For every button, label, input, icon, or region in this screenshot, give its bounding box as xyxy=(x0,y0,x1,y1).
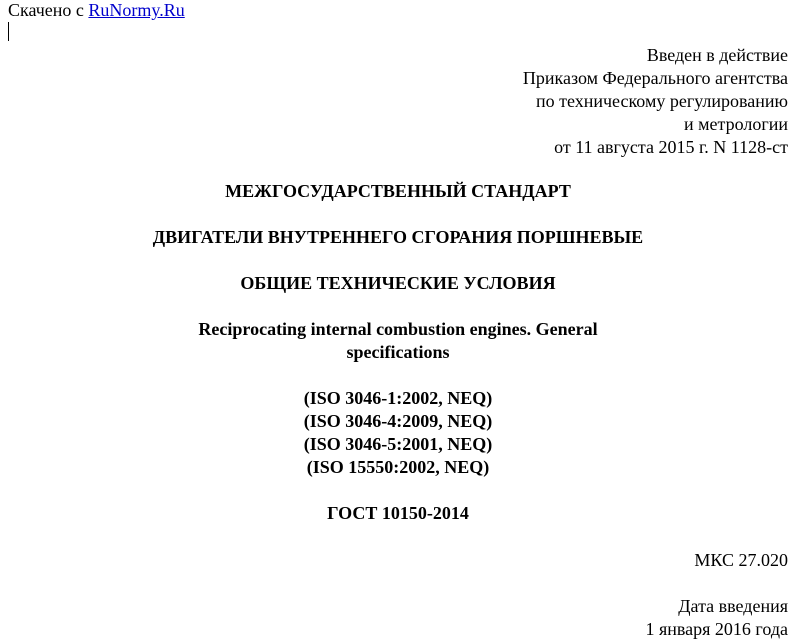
text-cursor xyxy=(8,22,9,41)
iso-reference: (ISO 3046-1:2002, NEQ) xyxy=(303,388,493,408)
iso-reference: (ISO 3046-5:2001, NEQ) xyxy=(303,434,493,454)
subtitle-ru-text: ОБЩИЕ ТЕХНИЧЕСКИЕ УСЛОВИЯ xyxy=(240,273,556,293)
title-ru xyxy=(0,226,790,249)
title-en xyxy=(0,318,790,364)
subtitle-ru xyxy=(0,272,790,295)
title-en-line: Reciprocating internal combustion engines. General xyxy=(198,319,598,339)
gost-designation-text: ГОСТ 10150-2014 xyxy=(327,503,469,523)
approval-line: по техническому регулированию xyxy=(535,91,788,111)
gost-designation xyxy=(0,502,790,525)
runormy-link[interactable]: RuNormy.Ru xyxy=(88,0,185,20)
title-ru-text: ДВИГАТЕЛИ ВНУТРЕННЕГО СГОРАНИЯ ПОРШНЕВЫЕ xyxy=(152,227,644,247)
source-line xyxy=(8,0,185,20)
introduction-date-block xyxy=(645,595,788,641)
iso-references xyxy=(0,387,790,479)
source-prefix: Скачено с xyxy=(8,0,89,20)
approval-line: Приказом Федерального агентства xyxy=(522,68,788,88)
iso-reference: (ISO 15550:2002, NEQ) xyxy=(306,457,490,477)
title-en-line: specifications xyxy=(346,342,450,362)
standard-type xyxy=(0,180,790,203)
introduction-label: Дата введения xyxy=(678,596,788,616)
approval-block xyxy=(523,44,788,159)
iso-reference: (ISO 3046-4:2009, NEQ) xyxy=(303,411,493,431)
introduction-date: 1 января 2016 года xyxy=(645,619,788,639)
mks-code: МКС 27.020 xyxy=(694,550,788,570)
approval-line: Введен в действие xyxy=(646,45,788,65)
approval-line: от 11 августа 2015 г. N 1128-ст xyxy=(554,137,788,157)
standard-type-text: МЕЖГОСУДАРСТВЕННЫЙ СТАНДАРТ xyxy=(225,181,571,201)
approval-line: и метрологии xyxy=(684,114,788,134)
